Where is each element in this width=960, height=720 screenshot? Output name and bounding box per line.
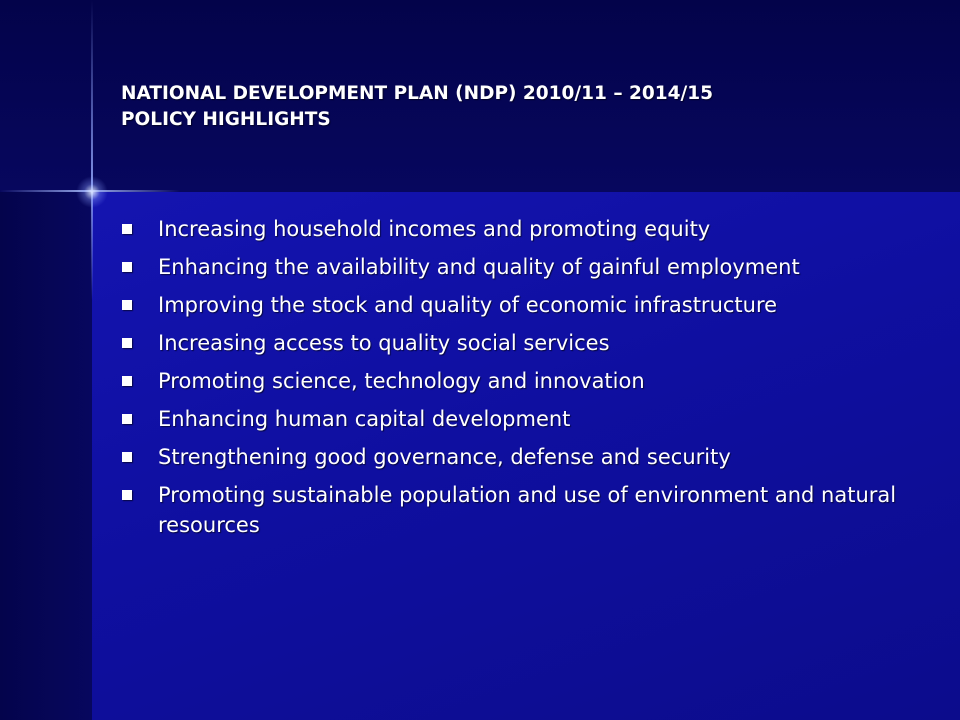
slide-title <box>121 81 921 133</box>
bullet-item <box>122 366 922 396</box>
bullet-list <box>122 214 922 548</box>
bullet-text: Enhancing the availability and quality of gainful employment <box>158 255 800 279</box>
bullet-item <box>122 252 922 282</box>
bullet-item <box>122 480 922 540</box>
bullet-text: Promoting science, technology and innovation <box>158 369 645 393</box>
bullet-item <box>122 290 922 320</box>
bullet-text: Enhancing human capital development <box>158 407 571 431</box>
square-bullet-icon <box>122 338 132 348</box>
square-bullet-icon <box>122 300 132 310</box>
square-bullet-icon <box>122 490 132 500</box>
square-bullet-icon <box>122 452 132 462</box>
slide-title-line-1: NATIONAL DEVELOPMENT PLAN (NDP) 2010/11 – 2014/15 <box>121 83 714 104</box>
bullet-item <box>122 214 922 244</box>
square-bullet-icon <box>122 262 132 272</box>
bullet-item <box>122 328 922 358</box>
bullet-text: Increasing access to quality social services <box>158 331 610 355</box>
slide-title-line-2: POLICY HIGHLIGHTS <box>121 109 331 130</box>
bullet-text: Improving the stock and quality of economic infrastructure <box>158 293 778 317</box>
bullet-text: Strengthening good governance, defense and security <box>158 445 731 469</box>
sparkle-glow-icon <box>76 176 108 208</box>
bullet-text: Promoting sustainable population and use of environment and natural resources <box>158 483 897 537</box>
bullet-text: Increasing household incomes and promoting equity <box>158 217 711 241</box>
square-bullet-icon <box>122 224 132 234</box>
square-bullet-icon <box>122 376 132 386</box>
left-band-background <box>0 192 92 720</box>
bullet-item <box>122 404 922 434</box>
square-bullet-icon <box>122 414 132 424</box>
sparkle-vertical-line <box>91 0 93 300</box>
bullet-item <box>122 442 922 472</box>
